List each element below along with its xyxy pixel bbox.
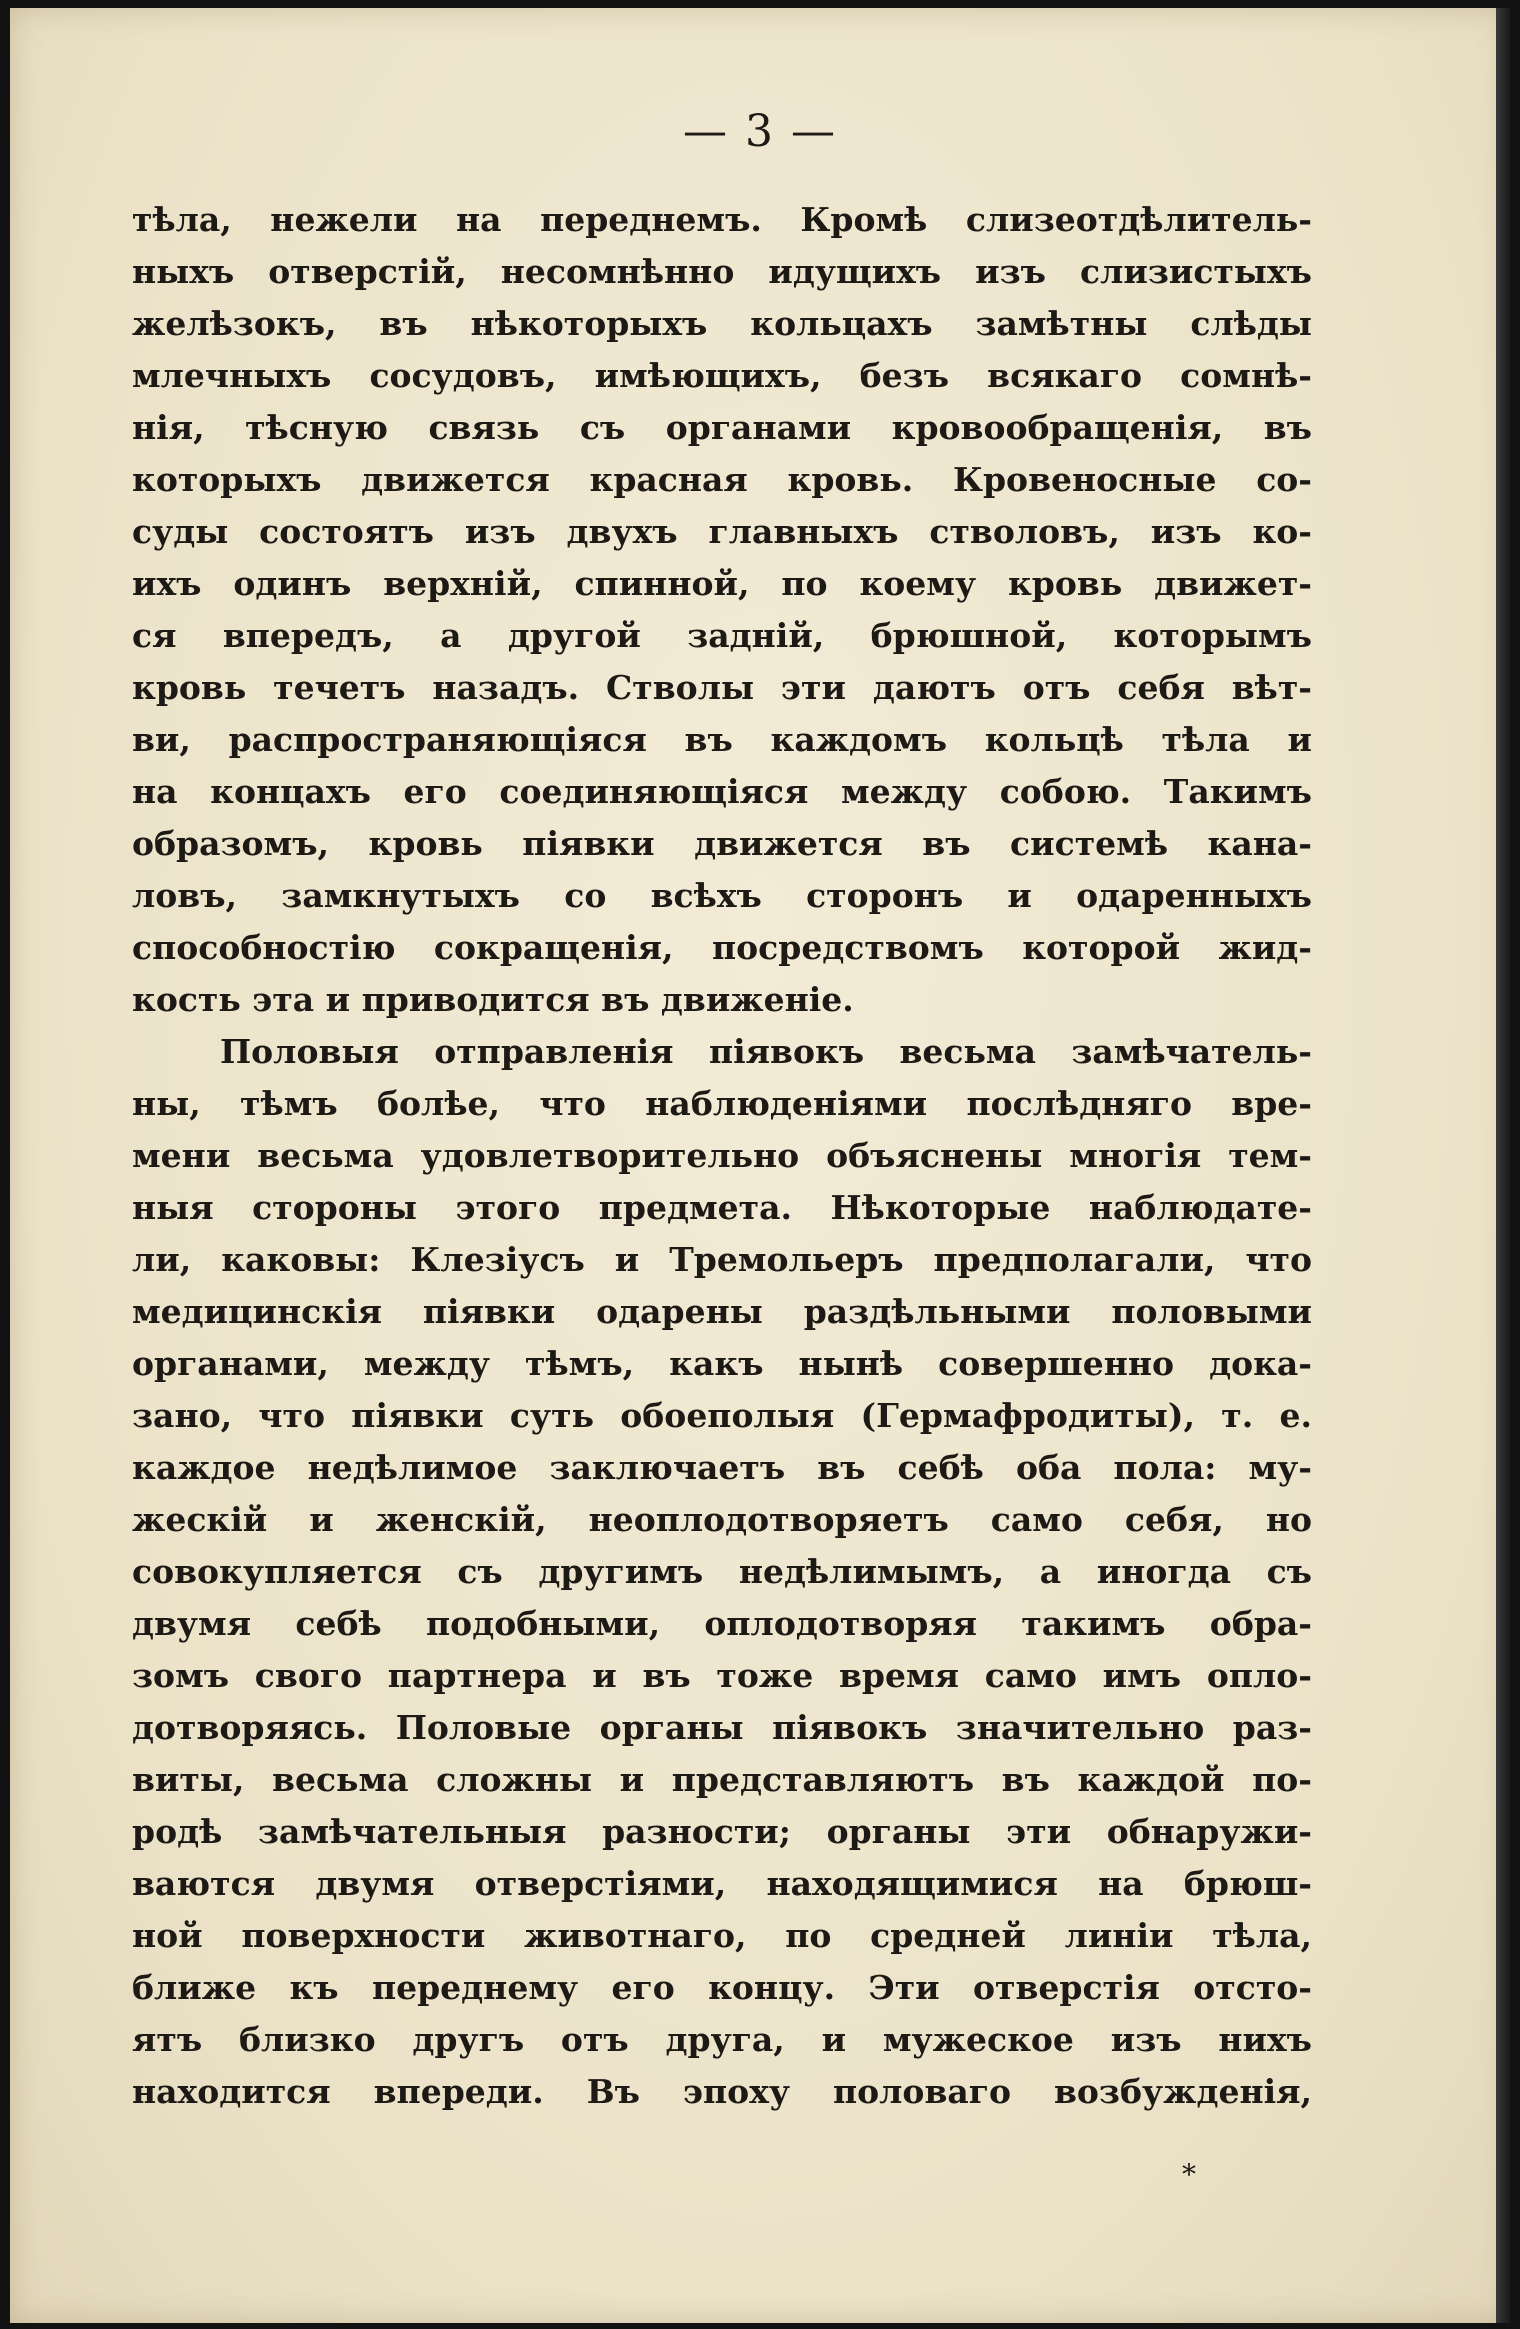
text-line: двумя себѣ подобными, оплодотворяя такимъ обра- xyxy=(132,1604,1312,1643)
text-line: дотворяясь. Половые органы піявокъ значительно раз- xyxy=(132,1708,1312,1747)
text-line: на концахъ его соединяющіяся между собою. Такимъ xyxy=(132,772,1312,811)
text-line: кровь течетъ назадъ. Стволы эти даютъ отъ себя вѣт- xyxy=(132,668,1312,707)
text-line: ближе къ переднему его концу. Эти отверстія отсто- xyxy=(132,1968,1312,2007)
text-line-paragraph-start: Половыя отправленія піявокъ весьма замѣчатель- xyxy=(220,1032,1312,1071)
text-line: ваются двумя отверстіями, находящимися на брюш- xyxy=(132,1864,1312,1903)
text-line: находится впереди. Въ эпоху половаго возбужденія, xyxy=(132,2072,1312,2111)
text-line: зано, что піявки суть обоеполыя (Гермафродиты), т. е. xyxy=(132,1396,1312,1435)
text-line: ной поверхности животнаго, по средней линіи тѣла, xyxy=(132,1916,1312,1955)
text-line: млечныхъ сосудовъ, имѣющихъ, безъ всякаго сомнѣ- xyxy=(132,356,1312,395)
text-line: совокупляется съ другимъ недѣлимымъ, а иногда съ xyxy=(132,1552,1312,1591)
text-line: ныхъ отверстій, несомнѣнно идущихъ изъ слизистыхъ xyxy=(132,252,1312,291)
text-line: тѣла, нежели на переднемъ. Кромѣ слизеотдѣлитель- xyxy=(132,200,1312,239)
text-line: способностію сокращенія, посредствомъ которой жид- xyxy=(132,928,1312,967)
text-line: виты, весьма сложны и представляютъ въ каждой по- xyxy=(132,1760,1312,1799)
text-line: нія, тѣсную связь съ органами кровообращенія, въ xyxy=(132,408,1312,447)
text-line: ныя стороны этого предмета. Нѣкоторые наблюдате- xyxy=(132,1188,1312,1227)
book-page xyxy=(10,8,1510,2323)
text-line: ся впередъ, а другой задній, брюшной, которымъ xyxy=(132,616,1312,655)
text-line: желѣзокъ, въ нѣкоторыхъ кольцахъ замѣтны слѣды xyxy=(132,304,1312,343)
text-line: ли, каковы: Клезіусъ и Тремольеръ предполагали, что xyxy=(132,1240,1312,1279)
body-text xyxy=(132,194,1312,2118)
text-line: ны, тѣмъ болѣе, что наблюденіями послѣдняго вре- xyxy=(132,1084,1312,1123)
text-line: зомъ свого партнера и въ тоже время само имъ опло- xyxy=(132,1656,1312,1695)
text-line: которыхъ движется красная кровь. Кровеносные со- xyxy=(132,460,1312,499)
text-line: образомъ, кровь піявки движется въ системѣ кана- xyxy=(132,824,1312,863)
text-line: жескій и женскій, неоплодотворяетъ само себя, но xyxy=(132,1500,1312,1539)
text-line: мени весьма удовлетворительно объяснены многія тем- xyxy=(132,1136,1312,1175)
text-line: органами, между тѣмъ, какъ нынѣ совершенно дока- xyxy=(132,1344,1312,1383)
text-line: ви, распространяющіяся въ каждомъ кольцѣ тѣла и xyxy=(132,720,1312,759)
text-line-paragraph-end: кость эта и приводится въ движеніе. xyxy=(132,980,854,1019)
page-number: — 3 — xyxy=(683,106,837,157)
text-line: ихъ одинъ верхній, спинной, по коему кровь движет- xyxy=(132,564,1312,603)
text-line: медицинскія піявки одарены раздѣльными половыми xyxy=(132,1292,1312,1331)
text-line: родѣ замѣчательныя разности; органы эти обнаружи- xyxy=(132,1812,1312,1851)
text-line: суды состоятъ изъ двухъ главныхъ стволовъ, изъ ко- xyxy=(132,512,1312,551)
page-edge-shadow xyxy=(1496,8,1510,2323)
text-line: ятъ близко другъ отъ друга, и мужеское изъ нихъ xyxy=(132,2020,1312,2059)
text-line: каждое недѣлимое заключаетъ въ себѣ оба пола: му- xyxy=(132,1448,1312,1487)
text-line: ловъ, замкнутыхъ со всѣхъ сторонъ и одаренныхъ xyxy=(132,876,1312,915)
footer-asterisk-mark: * xyxy=(1182,2158,1196,2191)
